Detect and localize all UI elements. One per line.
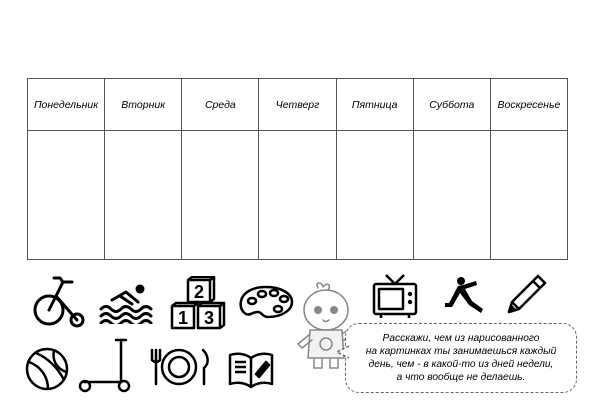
day-column-tuesday xyxy=(105,79,182,259)
day-cell xyxy=(105,131,181,260)
instruction-text xyxy=(366,332,557,384)
instruction-line: а что вообще не делаешь. xyxy=(396,372,526,383)
swimming-icon xyxy=(98,282,154,324)
scooter-icon xyxy=(76,336,136,394)
day-label: Понедельник xyxy=(33,98,99,111)
day-header xyxy=(182,79,258,131)
instruction-line: на картинках ты занимаешься каждый xyxy=(365,346,557,357)
day-label: Воскресенье xyxy=(497,98,561,111)
day-label: Пятница xyxy=(351,98,398,111)
day-column-friday xyxy=(337,79,414,259)
day-label: Вторник xyxy=(121,98,166,111)
day-cell xyxy=(182,131,258,260)
day-column-sunday xyxy=(491,79,567,259)
day-cell xyxy=(491,131,567,260)
speech-bubble xyxy=(345,323,577,393)
instruction-line: Расскажи, чем из нарисованного xyxy=(382,333,540,344)
tv-icon xyxy=(371,272,419,320)
instruction-line: день, чем - в какой-то из дней недели, xyxy=(368,359,554,370)
block-digit: 2 xyxy=(193,282,205,302)
day-column-saturday xyxy=(414,79,491,259)
day-label: Четверг xyxy=(275,98,320,111)
day-header xyxy=(259,79,335,131)
day-label: Среда xyxy=(204,98,236,111)
block-digit: 3 xyxy=(203,308,215,328)
day-label: Суббота xyxy=(429,98,475,111)
ball-icon xyxy=(24,346,70,392)
exercise-icon xyxy=(441,275,485,319)
blocks-icon xyxy=(168,276,226,330)
day-cell xyxy=(337,131,413,260)
block-digit: 1 xyxy=(177,308,189,328)
weekly-table xyxy=(27,78,568,260)
day-cell xyxy=(28,131,104,260)
day-column-monday xyxy=(28,79,105,259)
book-icon xyxy=(226,350,276,390)
paint-palette-icon xyxy=(238,284,294,320)
tricycle-icon xyxy=(30,276,88,328)
day-cell xyxy=(414,131,490,260)
day-cell xyxy=(259,131,335,260)
pencil-icon xyxy=(504,273,548,317)
day-header xyxy=(491,79,567,131)
day-header xyxy=(337,79,413,131)
day-column-wednesday xyxy=(182,79,259,259)
day-header xyxy=(105,79,181,131)
speech-bubble-tail xyxy=(336,344,350,365)
day-header xyxy=(28,79,104,131)
day-header xyxy=(414,79,490,131)
plate-fork-knife-icon xyxy=(148,346,210,388)
day-column-thursday xyxy=(259,79,336,259)
